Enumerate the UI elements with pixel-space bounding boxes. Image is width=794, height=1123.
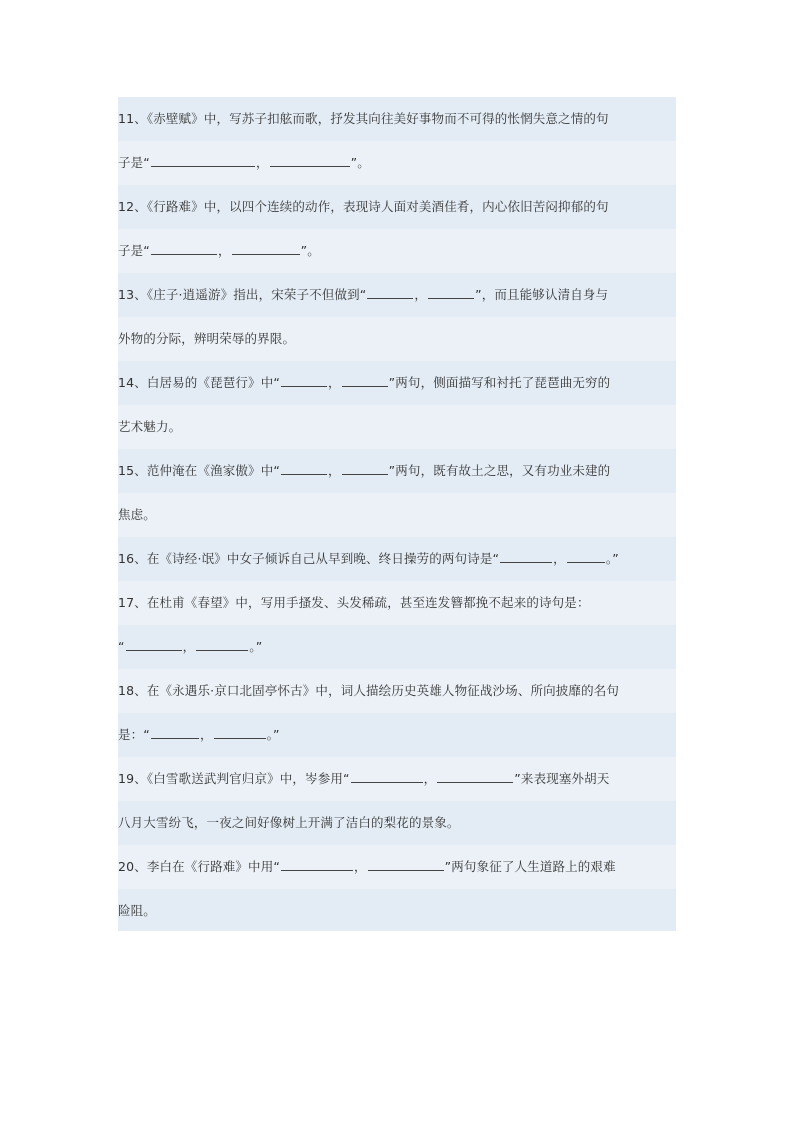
q14-suffix: ”两句，侧面描写和衬托了琵琶曲无穷的	[388, 375, 611, 390]
answer-blank[interactable]	[342, 374, 388, 387]
q13-line1	[118, 273, 676, 317]
answer-blank[interactable]	[500, 550, 552, 563]
q18-suffix: 。”	[266, 727, 280, 742]
q19-suffix: ”来表现塞外胡天	[514, 771, 610, 786]
answer-blank[interactable]	[567, 550, 605, 563]
q11-text: 11、《赤壁赋》中，写苏子扣舷而歌，抒发其向往美好事物而不可得的怅惘失意之情的句	[118, 111, 609, 126]
blank-separator: ，	[423, 771, 437, 786]
q13-suffix: ”，而且能够认清自身与	[475, 287, 609, 302]
q12-line2	[118, 229, 676, 273]
answer-blank[interactable]	[196, 638, 248, 651]
q16-suffix: 。”	[605, 551, 619, 566]
q11-suffix: ”。	[350, 155, 370, 170]
q12-text: 12、《行路难》中，以四个连续的动作，表现诗人面对美酒佳肴，内心依旧苦闷抑郁的句	[118, 199, 609, 214]
q15-suffix: ”两句，既有故土之思，又有功业未建的	[388, 463, 611, 478]
q15-prefix: 15、范仲淹在《渔家傲》中“	[118, 463, 280, 478]
answer-blank[interactable]	[214, 726, 266, 739]
q16-line1	[118, 537, 676, 581]
q15-line1	[118, 449, 676, 493]
q17-prefix: “	[118, 639, 125, 654]
blank-separator: ，	[199, 727, 213, 742]
q17-line1	[118, 581, 676, 625]
q20-text-cont: 险阻。	[118, 903, 156, 918]
q19-line1	[118, 757, 676, 801]
blank-separator: ，	[353, 859, 367, 874]
q20-suffix: ”两句象征了人生道路上的艰难	[444, 859, 616, 874]
q14-prefix: 14、白居易的《琵琶行》中“	[118, 375, 280, 390]
answer-blank[interactable]	[368, 858, 444, 871]
q18-line2	[118, 713, 676, 757]
q20-line2	[118, 889, 676, 931]
answer-blank[interactable]	[151, 154, 255, 167]
answer-blank[interactable]	[367, 286, 413, 299]
q11-prefix: 子是“	[118, 155, 150, 170]
q17-line2	[118, 625, 676, 669]
q17-suffix: 。”	[249, 639, 263, 654]
blank-separator: ，	[182, 639, 196, 654]
answer-blank[interactable]	[342, 462, 388, 475]
answer-blank[interactable]	[428, 286, 474, 299]
blank-separator: ，	[327, 463, 341, 478]
blank-separator: ，	[327, 375, 341, 390]
answer-blank[interactable]	[151, 242, 217, 255]
q11-line2	[118, 141, 676, 185]
q13-prefix: 13、《庄子·逍遥游》指出，宋荣子不但做到“	[118, 287, 367, 302]
answer-blank[interactable]	[270, 154, 350, 167]
q18-line1	[118, 669, 676, 713]
q20-line1	[118, 845, 676, 889]
q19-prefix: 19、《白雪歌送武判官归京》中，岑参用“	[118, 771, 350, 786]
answer-blank[interactable]	[351, 770, 423, 783]
q15-line2	[118, 493, 676, 537]
q14-text-cont: 艺术魅力。	[118, 419, 182, 434]
answer-blank[interactable]	[281, 858, 353, 871]
q13-line2	[118, 317, 676, 361]
q17-text: 17、在杜甫《春望》中，写用手搔发、头发稀疏，甚至连发簪都挽不起来的诗句是：	[118, 595, 590, 610]
answer-blank[interactable]	[232, 242, 300, 255]
q13-text-cont: 外物的分际，辨明荣辱的界限。	[118, 331, 296, 346]
answer-blank[interactable]	[437, 770, 513, 783]
question-sheet	[118, 97, 676, 931]
q11-line1	[118, 97, 676, 141]
q18-prefix: 是：“	[118, 727, 150, 742]
answer-blank[interactable]	[281, 374, 327, 387]
q16-prefix: 16、在《诗经·氓》中女子倾诉自己从早到晚、终日操劳的两句诗是“	[118, 551, 500, 566]
q18-text: 18、在《永遇乐·京口北固亭怀古》中，词人描绘历史英雄人物征战沙场、所向披靡的名句	[118, 683, 620, 698]
blank-separator: ，	[553, 551, 566, 566]
q12-suffix: ”。	[300, 243, 320, 258]
answer-blank[interactable]	[281, 462, 327, 475]
blank-separator: ，	[255, 155, 269, 170]
q19-line2	[118, 801, 676, 845]
q15-text-cont: 焦虑。	[118, 507, 156, 522]
q19-text-cont: 八月大雪纷飞，一夜之间好像树上开满了洁白的梨花的景象。	[118, 815, 460, 830]
q20-prefix: 20、李白在《行路难》中用“	[118, 859, 280, 874]
q12-prefix: 子是“	[118, 243, 150, 258]
blank-separator: ，	[217, 243, 231, 258]
answer-blank[interactable]	[151, 726, 199, 739]
q14-line2	[118, 405, 676, 449]
q12-line1	[118, 185, 676, 229]
blank-separator: ，	[414, 287, 428, 302]
q14-line1	[118, 361, 676, 405]
answer-blank[interactable]	[126, 638, 182, 651]
